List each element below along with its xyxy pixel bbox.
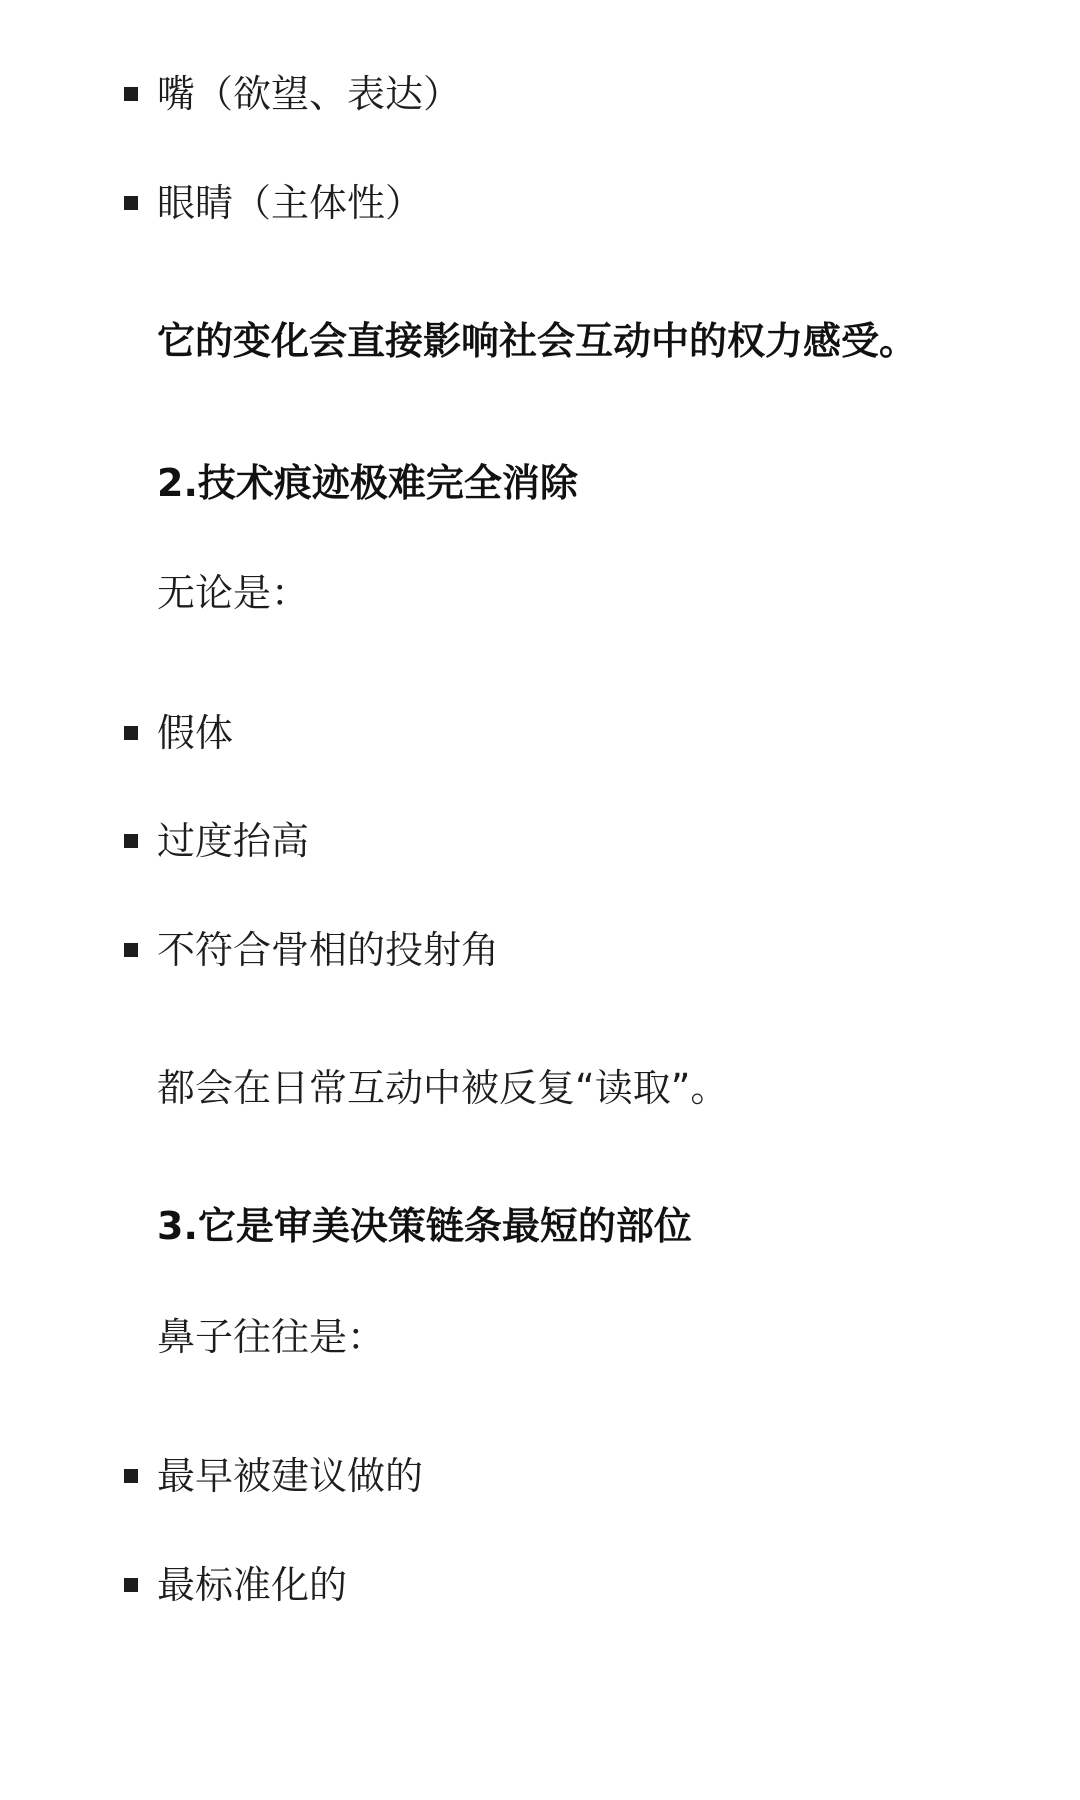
section-heading: 3.它是审美决策链条最短的部位 bbox=[157, 1204, 692, 1248]
list-item: 不符合骨相的投射角 bbox=[157, 928, 500, 972]
list-item: 假体 bbox=[157, 711, 234, 755]
paragraph: 都会在日常互动中被反复“读取”。 bbox=[157, 1066, 729, 1110]
list-item: 嘴（欲望、表达） bbox=[157, 72, 462, 116]
bullet-marker bbox=[124, 1578, 138, 1592]
list-item: 最标准化的 bbox=[157, 1563, 348, 1607]
section-heading: 2.技术痕迹极难完全消除 bbox=[157, 461, 578, 505]
bullet-marker bbox=[124, 1469, 138, 1483]
bullet-marker bbox=[124, 726, 138, 740]
paragraph: 鼻子往往是： bbox=[157, 1315, 386, 1359]
paragraph: 无论是： bbox=[157, 571, 310, 615]
bullet-marker bbox=[124, 943, 138, 957]
bold-statement: 它的变化会直接影响社会互动中的权力感受。 bbox=[157, 319, 918, 363]
list-item: 眼睛（主体性） bbox=[157, 181, 424, 225]
bullet-marker bbox=[124, 196, 138, 210]
bullet-marker bbox=[124, 834, 138, 848]
bullet-marker bbox=[124, 87, 138, 101]
list-item: 过度抬高 bbox=[157, 819, 310, 863]
list-item: 最早被建议做的 bbox=[157, 1454, 424, 1498]
